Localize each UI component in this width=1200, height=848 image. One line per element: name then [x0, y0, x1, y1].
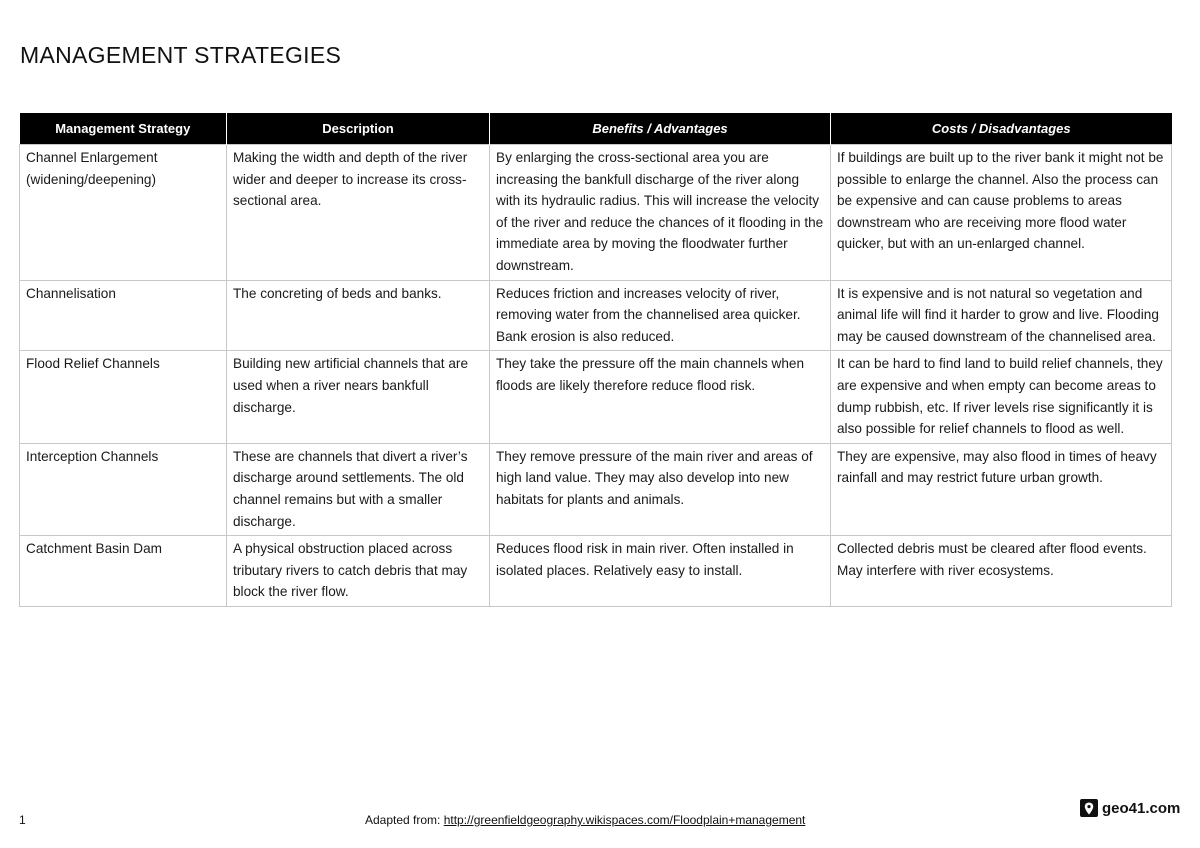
- cell-strategy: Channel Enlargement (widening/deepening): [20, 145, 227, 281]
- cell-benefits: They remove pressure of the main river and areas of high land value. They may also develop into new habitats for plants and animals.: [490, 443, 831, 535]
- cell-strategy: Interception Channels: [20, 443, 227, 535]
- header-benefits: Benefits / Advantages: [490, 113, 831, 145]
- cell-strategy: Catchment Basin Dam: [20, 536, 227, 607]
- table-row: [20, 536, 1172, 607]
- cell-benefits: By enlarging the cross-sectional area you are increasing the bankfull discharge of the river along with its hydraulic radius. This will increase the velocity of the river and reduce the chances of it flooding in the immediate area by moving the floodwater further downstream.: [490, 145, 831, 281]
- cell-benefits: They take the pressure off the main channels when floods are likely therefore reduce flood risk.: [490, 351, 831, 443]
- source-link[interactable]: http://greenfieldgeography.wikispaces.com/Floodplain+management: [443, 813, 806, 827]
- table-row: [20, 351, 1172, 443]
- cell-description: A physical obstruction placed across tributary rivers to catch debris that may block the river flow.: [227, 536, 490, 607]
- table-header-row: [20, 113, 1172, 145]
- cell-description: Making the width and depth of the river wider and deeper to increase its cross-sectional area.: [227, 145, 490, 281]
- header-costs: Costs / Disadvantages: [831, 113, 1172, 145]
- cell-description: These are channels that divert a river’s discharge around settlements. The old channel remains but with a smaller discharge.: [227, 443, 490, 535]
- cell-costs: If buildings are built up to the river bank it might not be possible to enlarge the channel. Also the process can be expensive and can cause problems to areas downstream who are receiving more flood water quicker, but with an un-enlarged channel.: [831, 145, 1172, 281]
- table-row: [20, 145, 1172, 281]
- management-strategies-table: [19, 113, 1172, 607]
- brand-name: geo41.com: [1102, 799, 1181, 817]
- page-number: 1: [19, 813, 26, 827]
- source-prefix: Adapted from:: [365, 813, 444, 827]
- page-title: MANAGEMENT STRATEGIES: [20, 42, 342, 68]
- table-row: [20, 280, 1172, 351]
- cell-costs: Collected debris must be cleared after flood events. May interfere with river ecosystems.: [831, 536, 1172, 607]
- cell-costs: It can be hard to find land to build relief channels, they are expensive and when empty can become areas to dump rubbish, etc. If river levels rise significantly it is also possible for relief channels to flood as well.: [831, 351, 1172, 443]
- cell-description: Building new artificial channels that are used when a river nears bankfull discharge.: [227, 351, 490, 443]
- header-description: Description: [227, 113, 490, 145]
- brand-logo[interactable]: [1080, 799, 1180, 817]
- map-pin-icon: [1080, 799, 1098, 817]
- cell-costs: It is expensive and is not natural so vegetation and animal life will find it harder to grow and live. Flooding may be caused downstream of the channelised area.: [831, 280, 1172, 351]
- table-row: [20, 443, 1172, 535]
- cell-benefits: Reduces flood risk in main river. Often installed in isolated places. Relatively easy to install.: [490, 536, 831, 607]
- header-management-strategy: Management Strategy: [20, 113, 227, 145]
- cell-strategy: Flood Relief Channels: [20, 351, 227, 443]
- cell-costs: They are expensive, may also flood in times of heavy rainfall and may restrict future urban growth.: [831, 443, 1172, 535]
- cell-description: The concreting of beds and banks.: [227, 280, 490, 351]
- source-attribution: [365, 813, 805, 827]
- cell-benefits: Reduces friction and increases velocity of river, removing water from the channelised area quicker. Bank erosion is also reduced.: [490, 280, 831, 351]
- cell-strategy: Channelisation: [20, 280, 227, 351]
